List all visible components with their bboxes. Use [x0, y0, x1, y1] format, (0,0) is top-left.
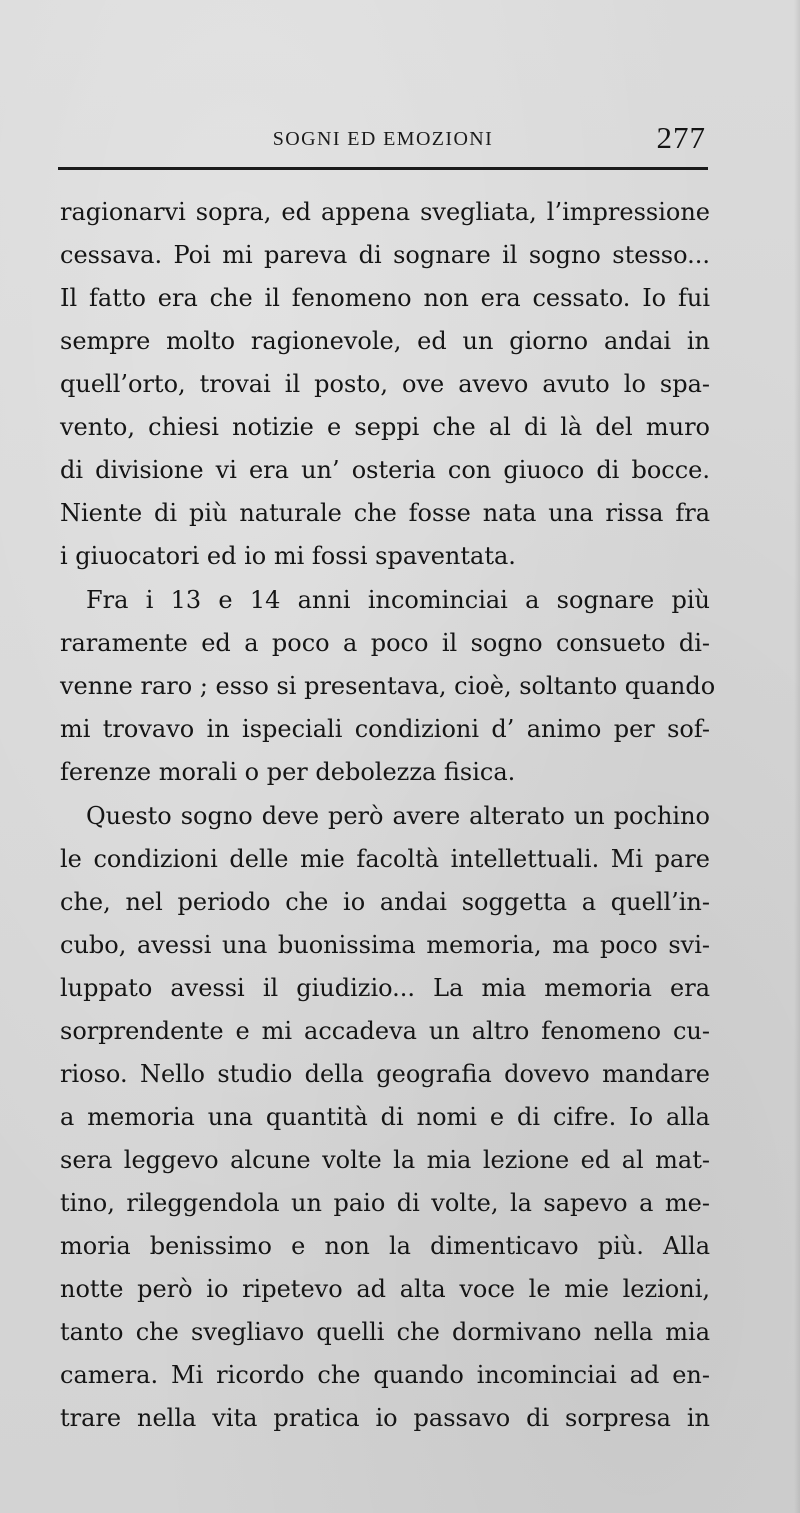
text-line: sempre molto ragionevole, ed un giorno andai in [60, 327, 710, 355]
running-head [58, 118, 708, 162]
text-line: ragionarvi sopra, ed appena svegliata, l’impressione [60, 198, 710, 226]
text-line: luppato avessi il giudizio... La mia memoria era [60, 974, 710, 1002]
paragraph-3 [60, 795, 710, 1440]
text-line: cubo, avessi una buonissima memoria, ma poco svi- [60, 931, 710, 959]
body-text [60, 191, 716, 1440]
paragraph-2 [60, 579, 716, 794]
text-line: raramente ed a poco a poco il sogno consueto di- [60, 629, 710, 657]
text-line: ferenze morali o per debolezza fisica. [60, 758, 516, 786]
page-edge-shadow [794, 0, 800, 1513]
text-line: Fra i 13 e 14 anni incominciai a sognare più [86, 586, 710, 614]
page-number: 277 [656, 120, 706, 155]
text-line: mi trovavo in ispeciali condizioni d’ animo per sof- [60, 715, 710, 743]
text-line: le condizioni delle mie facoltà intellettuali. Mi pare [60, 845, 710, 873]
text-line: rioso. Nello studio della geografia dovevo mandare [60, 1060, 710, 1088]
text-line: a memoria una quantità di nomi e di cifre. Io alla [60, 1103, 710, 1131]
text-line: Niente di più naturale che fosse nata una rissa fra [60, 499, 710, 527]
text-line: Il fatto era che il fenomeno non era cessato. Io fui [60, 284, 710, 312]
header-rule [58, 167, 708, 170]
text-line: notte però io ripetevo ad alta voce le mie lezioni, [60, 1275, 710, 1303]
paragraph-1 [60, 191, 710, 578]
text-line: moria benissimo e non la dimenticavo più. Alla [60, 1232, 710, 1260]
text-line: cessava. Poi mi pareva di sognare il sogno stesso... [60, 241, 710, 269]
text-line: Questo sogno deve però avere alterato un pochino [86, 802, 710, 830]
text-line: di divisione vi era un’ osteria con giuoco di bocce. [60, 456, 710, 484]
text-line: i giuocatori ed io mi fossi spaventata. [60, 542, 516, 570]
text-line: tanto che svegliavo quelli che dormivano nella mia [60, 1318, 710, 1346]
text-line: sera leggevo alcune volte la mia lezione ed al mat- [60, 1146, 710, 1174]
text-line: che, nel periodo che io andai soggetta a quell’in- [60, 888, 710, 916]
running-title: SOGNI ED EMOZIONI [272, 128, 494, 150]
text-line: camera. Mi ricordo che quando incominciai ad en- [60, 1361, 710, 1389]
text-line: vento, chiesi notizie e seppi che al di là del muro [60, 413, 710, 441]
text-line: trare nella vita pratica io passavo di sorpresa in [60, 1404, 710, 1432]
text-line: venne raro ; esso si presentava, cioè, soltanto quando [60, 672, 716, 700]
text-line: quell’orto, trovai il posto, ove avevo avuto lo spa- [60, 370, 710, 398]
text-line: tino, rileggendola un paio di volte, la sapevo a me- [60, 1189, 710, 1217]
text-line: sorprendente e mi accadeva un altro fenomeno cu- [60, 1017, 710, 1045]
